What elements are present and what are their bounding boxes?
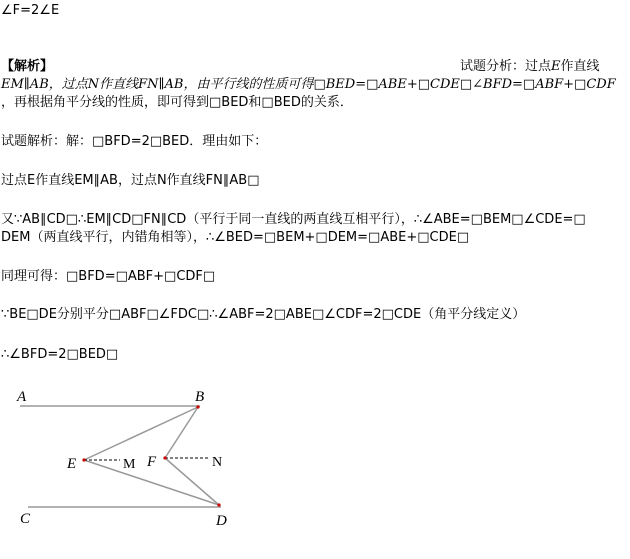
- analysis-point-e: E: [551, 59, 561, 74]
- solution-line-2: 过点E作直线EM∥AB，过点N作直线FN∥AB□: [1, 173, 260, 188]
- label-c: C: [20, 511, 31, 527]
- solution-line-3: 又∵AB∥CD□∴EM∥CD□FN∥CD（平行于同一直线的两直线互相平行），∴∠ABE=□BEM□∠CDE=□: [1, 212, 586, 227]
- label-a: A: [17, 389, 27, 405]
- jiexi-heading: 【解析】: [1, 59, 54, 74]
- solution-line-6: ∵BE□DE分别平分□ABF□∠FDC□∴∠ABF=2□ABE□∠CDF=2□CDE（角平分线定义）: [1, 307, 526, 322]
- point-b: [196, 405, 199, 408]
- analysis-suffix: 作直线: [560, 59, 600, 74]
- label-e: E: [67, 456, 77, 472]
- geometry-figure: [0, 380, 260, 559]
- solution-line-4: DEM（两直线平行，内错角相等），∴∠BED=□BEM+□DEM=□ABE+□CDE□: [1, 230, 470, 245]
- point-f: [163, 456, 166, 459]
- point-e: [82, 458, 85, 461]
- analysis-line-3: ，再根据角平分线的性质，即可得到□BED和□BED的关系．: [1, 95, 353, 110]
- solution-line-1: 试题解析：解：□BFD=2□BED．理由如下：: [1, 134, 268, 149]
- analysis-line-1: [460, 58, 600, 76]
- label-b: B: [195, 389, 205, 405]
- top-answer: ∠F=2∠E: [1, 3, 60, 18]
- label-d: D: [216, 513, 227, 529]
- analysis-prefix: 试题分析：过点: [460, 59, 552, 74]
- solution-line-5: 同理可得：□BFD=□ABF+□CDF□: [1, 269, 216, 284]
- point-d: [217, 503, 220, 506]
- label-m: M: [123, 457, 136, 472]
- label-n: N: [212, 455, 223, 470]
- segment-fd: [165, 458, 219, 505]
- solution-line-7: ∴∠BFD=2□BED□: [1, 347, 119, 362]
- label-f: F: [147, 454, 157, 470]
- analysis-line-2: EM∥AB，过点N作直线FN∥AB，由平行线的性质可得□BED=□ABE+□CDE□∠BFD=□ABF+□CDF: [1, 77, 616, 92]
